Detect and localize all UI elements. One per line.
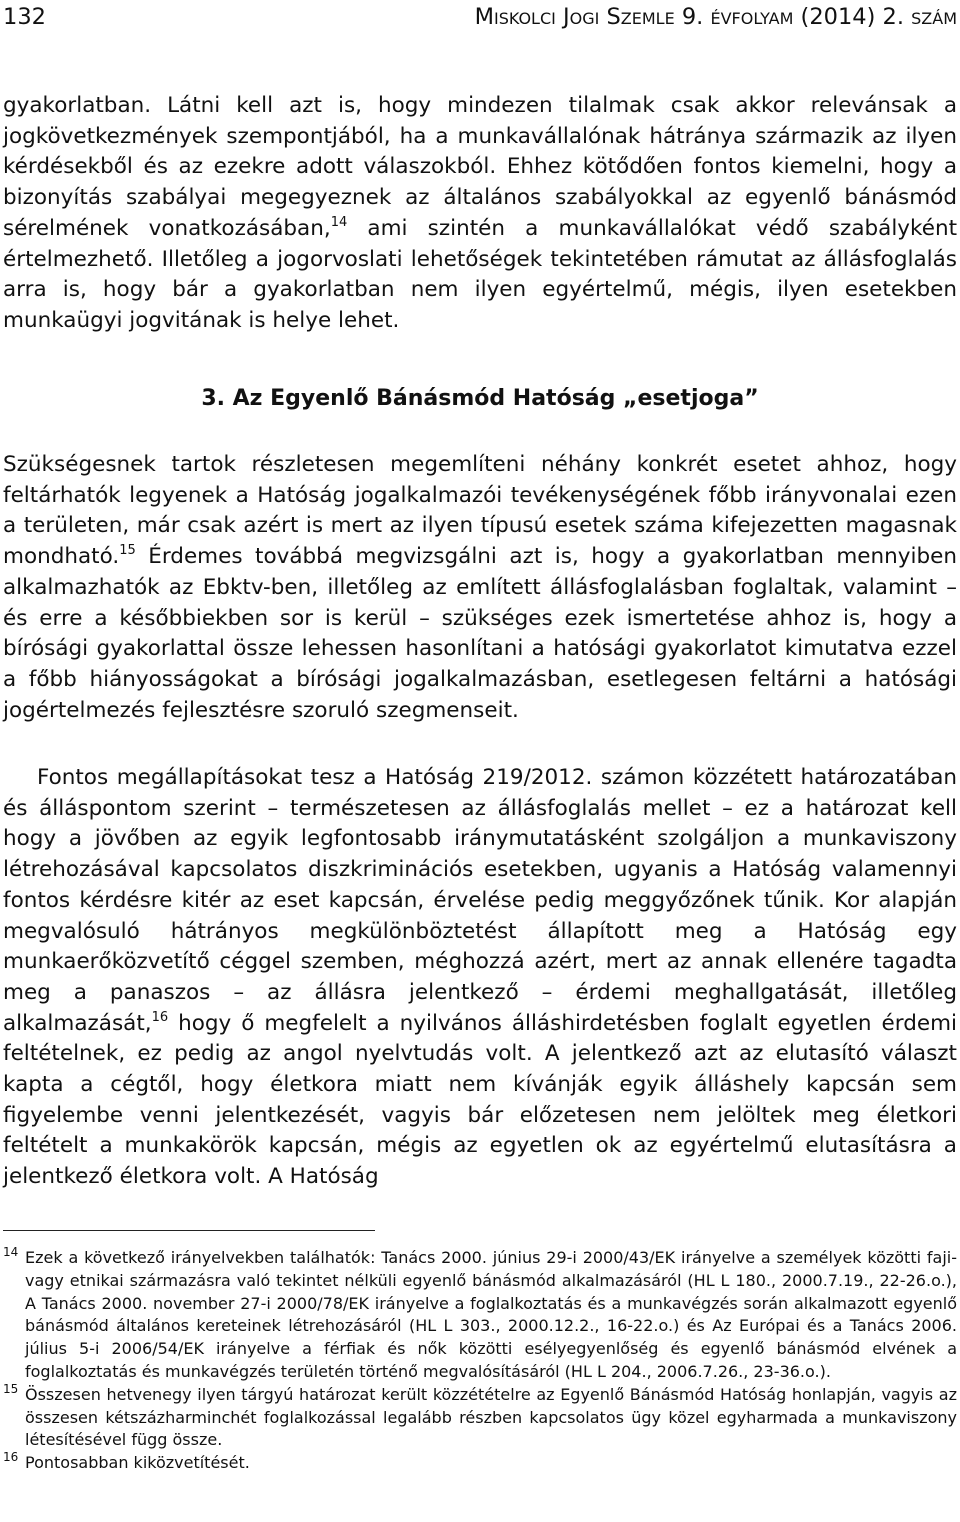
footnote <box>3 1247 957 1384</box>
footnote-reference[interactable]: 15 <box>119 543 136 559</box>
paragraph-text: Érdemes továbbá megvizsgálni azt is, hogy a gyakorlatban mennyiben alkalmazhatók az Ebktv-ben, illetőleg az említett állásfoglalásban foglaltak, valamint – és erre a későbbiekben sor is kerül – szükséges ezek ismertetése ahhoz is, hogy a bírósági gyakorlattal össze lehessen hasonlítani a hatósági gyakorlatot kimutatva ezzel a főbb hiányosságokat a bírósági jogalkalmazásban, esetlegesen feltárni a hatósági jogértelmezés fejlesztésre szoruló szegmenseit. <box>3 544 957 723</box>
page-number: 132 <box>3 4 46 30</box>
running-title: Miskolci Jogi Szemle 9. évfolyam (2014) 2. szám <box>474 4 957 30</box>
paragraph <box>3 450 957 726</box>
footnote-number: 16 <box>3 1450 19 1465</box>
paragraph-text: Szükségesnek tartok részletesen megemlíteni néhány konkrét esetet ahhoz, hogy feltárhatók legyenek a Hatóság jogalkalmazói tevékenységének főbb irányvonalai ezen a területen, már csak azért is mert az ilyen típusú esetek száma kifejezetten magasnak mondható. <box>3 452 957 570</box>
footnote-separator <box>3 1230 375 1231</box>
footnote-reference[interactable]: 16 <box>151 1009 169 1025</box>
footnote-text: Ezek a következő irányelvekben találhatók: Tanács 2000. június 29-i 2000/43/EK irányelve a személyek közötti faji- vagy etnikai származásra való tekintet nélküli egyenlő bánásmód alkalmazásáról (HL L 180., 2000.7.19., 22-26.o.), A Tanács 2000. november 27-i 2000/78/EK irányelve a foglalkoztatás és a munkavégzés során alkalmazott egyenlő bánásmód általános kereteinek létrehozásáról (HL L 303., 2000.12.2., 16-22.o.) és Az Európai és a Tanács 2006. július 5-i 2006/54/EK irányelve a férfiak és nők közötti esélyegyenlőség és egyenlő bánásmód elvének a foglalkoztatás és munkavégzés területén történő megvalósításáról (HL L 204., 2006.7.26., 23-36.o.). <box>25 1248 957 1381</box>
footnote-text: Pontosabban kiközvetítését. <box>25 1453 250 1473</box>
footnote-reference[interactable]: 14 <box>330 214 348 230</box>
footnote-text: Összesen hetvenegy ilyen tárgyú határozat került közzétételre az Egyenlő Bánásmód Hatóság honlapján, vagyis az összesen kétszázharminchét foglalkozással legalább részben kapcsolatos ügy közel egyharmada a munkaviszony létesítésével függ össze. <box>25 1384 957 1450</box>
footnote <box>3 1381 957 1452</box>
section-heading: 3. Az Egyenlő Bánásmód Hatóság „esetjoga” <box>201 386 759 411</box>
paragraph <box>3 91 957 337</box>
paragraph <box>3 763 957 1193</box>
paragraph-text: Fontos megállapításokat tesz a Hatóság 219/2012. számon közzétett határozatában és álláspontom szerint – természetesen az állásfoglalás mellet – ez a határozat kell hogy a jövőben az egyik legfontosabb iránymutatásként szolgáljon a munkaviszony létrehozásával kapcsolatos diszkriminációs esetekben, ugyanis a Hatóság valamennyi fontos kérdésre kitér az eset kapcsán, érvelése pedig meggyőzőnek tűnik. Kor alapján megvalósuló hátrányos megkülönböztetést állapított meg a Hatóság egy munkaerőközvetítő céggel szemben, méghozzá azért, mert az annak ellenére tagadta meg a panaszos – az állásra jelentkező – érdemi meghallgatását, illetőleg alkalmazását, <box>3 765 957 1036</box>
footnote-number: 15 <box>3 1381 19 1396</box>
footnote-number: 14 <box>3 1245 19 1259</box>
paragraph-text: hogy ő megfelelt a nyilvános álláshirdetésben foglalt egyetlen érdemi feltételnek, ez pedig az angol nyelvtudás volt. A jelentkező azt az elutasító választ kapta a cégtől, hogy életkora miatt nem kívánják egyik álláshely kapcsán sem figyelembe venni jelentkezését, vagyis bár előzetesen nem jelöltek meg életkori feltételt a munkakörök kapcsán, mégis az egyetlen ok az egyértelmű elutasításra a jelentkező életkora volt. A Hatóság <box>3 1010 957 1190</box>
footnote <box>3 1452 957 1475</box>
paragraph-text: gyakorlatban. Látni kell azt is, hogy mindezen tilalmak csak akkor relevánsak a jogkövetkezmények szempontjából, ha a munkavállalónak hátránya származik az ilyen kérdésekből és az ezekre adott válaszokból. Ehhez kötődően fontos kiemelni, hogy a bizonyítás szabályai megegyeznek az általános szabályokkal az egyenlő bánásmód sérelmének vonatkozásában, <box>3 93 957 241</box>
footnotes <box>3 1247 957 1475</box>
paragraph-text: ami szintén a munkavállalókat védő szabályként értelmezhető. Illetőleg a jogorvoslati lehetőségek tekintetében rámutat az állásfoglalás arra is, hogy bár a gyakorlatban nem ilyen egyértelmű, mégis, ilyen esetekben munkaügyi jogvitának is helye lehet. <box>3 215 957 333</box>
page-header <box>0 4 960 34</box>
